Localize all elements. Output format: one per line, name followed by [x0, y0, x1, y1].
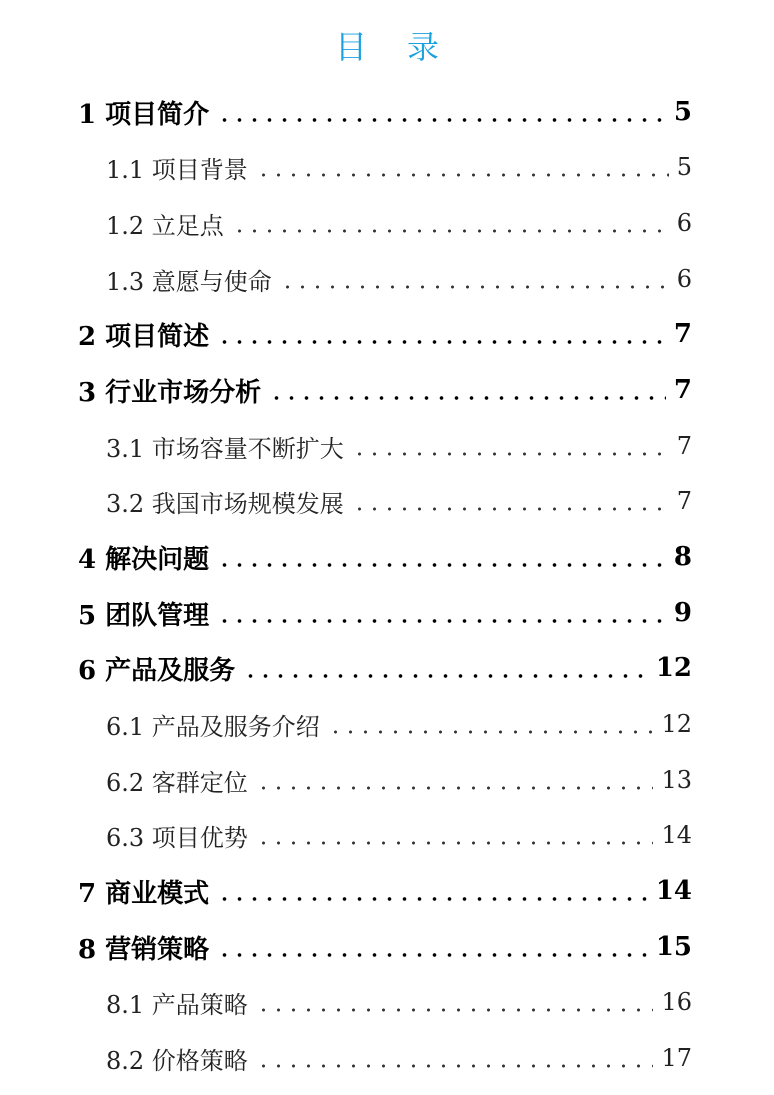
toc-entry-page: 7: [676, 487, 692, 515]
toc-leader-dots: [217, 871, 648, 911]
toc-entry[interactable]: [78, 927, 692, 967]
toc-entry-label: 3.2 我国市场规模发展: [106, 489, 344, 518]
toc-entry[interactable]: [106, 481, 692, 521]
toc-leader-dots: [352, 481, 669, 521]
toc-leader-dots: [243, 648, 648, 688]
toc-entry[interactable]: [78, 537, 692, 577]
toc-entry[interactable]: [78, 871, 692, 911]
toc-entry-label: 7 商业模式: [78, 878, 210, 909]
toc-leader-dots: [352, 426, 669, 466]
toc-entry-label: 8 营销策略: [78, 934, 210, 965]
toc-entry-label: 8.1 产品策略: [106, 990, 248, 1019]
toc-entry[interactable]: [106, 982, 692, 1022]
toc-leader-dots: [217, 927, 648, 967]
toc-entry-page: 15: [655, 932, 692, 962]
toc-entry-page: 6: [676, 209, 692, 237]
toc-entry-page: 5: [673, 97, 692, 127]
toc-entry-label: 4 解决问题: [78, 544, 210, 575]
toc-entry[interactable]: [78, 92, 692, 132]
toc-entry-label: 6.2 客群定位: [106, 768, 248, 797]
toc-entry-label: 6.3 项目优势: [106, 823, 248, 852]
toc-entry[interactable]: [78, 593, 692, 633]
toc-entry-page: 9: [673, 598, 692, 628]
toc-entry[interactable]: [106, 704, 692, 744]
toc-entry-page: 7: [673, 375, 692, 405]
toc-leader-dots: [256, 147, 669, 187]
toc-entry-label: 1 项目简介: [78, 99, 210, 130]
toc-leader-dots: [217, 537, 666, 577]
toc-leader-dots: [256, 982, 654, 1022]
toc-entry-page: 12: [661, 710, 692, 738]
toc-entry[interactable]: [106, 259, 692, 299]
toc-entry-page: 14: [661, 821, 692, 849]
toc-entry-page: 7: [676, 432, 692, 460]
toc-entry-page: 8: [673, 542, 692, 572]
toc-entry-page: 17: [661, 1044, 692, 1072]
toc-title: [0, 22, 774, 68]
toc-leader-dots: [217, 92, 666, 132]
toc-leader-dots: [256, 815, 654, 855]
toc-leader-dots: [256, 1038, 654, 1078]
toc-entry[interactable]: [78, 370, 692, 410]
toc-entry[interactable]: [78, 314, 692, 354]
toc-entry[interactable]: [106, 203, 692, 243]
toc-entry-page: 12: [655, 653, 692, 683]
toc-entry[interactable]: [106, 426, 692, 466]
toc-entry-label: 8.2 价格策略: [106, 1046, 248, 1075]
toc-leader-dots: [328, 704, 654, 744]
toc-entry-page: 16: [661, 988, 692, 1016]
toc-entry[interactable]: [106, 815, 692, 855]
toc-leader-dots: [269, 370, 666, 410]
toc-entry-page: 6: [676, 265, 692, 293]
toc-leader-dots: [232, 203, 669, 243]
toc-entry[interactable]: [106, 1038, 692, 1078]
toc-entry-label: 3 行业市场分析: [78, 377, 262, 408]
toc-entry-label: 2 项目简述: [78, 321, 210, 352]
toc-entry-page: 13: [661, 766, 692, 794]
toc-entry-label: 6.1 产品及服务介绍: [106, 712, 320, 741]
toc-entry-page: 14: [655, 876, 692, 906]
toc-entry-label: 3.1 市场容量不断扩大: [106, 434, 344, 463]
toc-leader-dots: [217, 593, 666, 633]
toc-leader-dots: [280, 259, 669, 299]
toc-leader-dots: [217, 314, 666, 354]
toc-title-left: 目: [334, 28, 367, 66]
toc-entry-page: 7: [673, 319, 692, 349]
toc-entry-label: 1.3 意愿与使命: [106, 267, 272, 296]
toc-entry[interactable]: [106, 760, 692, 800]
toc-entry[interactable]: [78, 648, 692, 688]
toc-entry-page: 5: [676, 153, 692, 181]
toc-entry-label: 6 产品及服务: [78, 655, 236, 686]
toc-leader-dots: [256, 760, 654, 800]
toc-entry-label: 1.2 立足点: [106, 211, 224, 240]
toc-entry[interactable]: [106, 147, 692, 187]
toc-entry-label: 5 团队管理: [78, 600, 210, 631]
toc-title-right: 录: [407, 28, 440, 66]
toc-entry-label: 1.1 项目背景: [106, 155, 248, 184]
